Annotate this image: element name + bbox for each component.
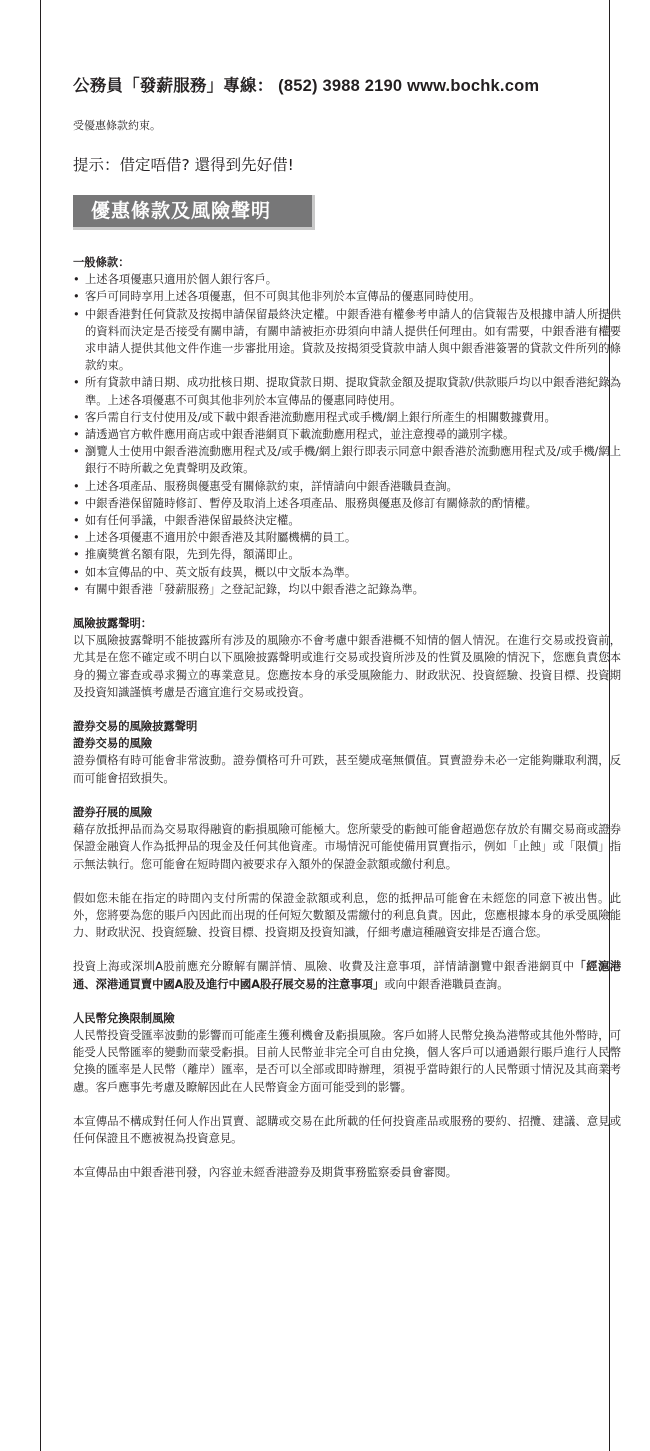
risk-disclosure-heading: 風險披露聲明： (73, 617, 153, 631)
list-item: • 推廣獎賞名額有限，先到先得，額滿即止。 (73, 546, 621, 563)
subject-to-terms-note: 受優惠條款約束。 (73, 119, 161, 132)
list-item: • 所有貸款申請日期、成功批核日期、提取貸款日期、提取貸款金額及提取貸款/供款賬戶均以中銀香港紀錄為準。上述各項優惠不可與其他非列於本宣傳品的優惠同時使用。 (73, 374, 621, 408)
list-item: • 如本宣傳品的中、英文版有歧異，概以中文版本為準。 (73, 564, 621, 581)
stock-connect-text: 投資上海或深圳A股前應充分瞭解有關詳情、風險、收費及注意事項，詳情請瀏覽中銀香港網頁中 (73, 960, 575, 974)
margin-risk-heading: 證券孖展的風險 (73, 805, 153, 819)
list-item: • 中銀香港保留隨時修訂、暫停及取消上述各項產品、服務與優惠及修訂有關條款的酌情權。 (73, 495, 621, 512)
securities-trading-subheading: 證券交易的風險 (73, 737, 153, 751)
left-border-line (40, 0, 41, 1451)
terms-banner-title: 優惠條款及風險聲明 (91, 200, 272, 222)
list-item: • 客戶可同時享用上述各項優惠，但不可與其他非列於本宣傳品的優惠同時使用。 (73, 288, 621, 305)
list-item: • 請透過官方軟件應用商店或中銀香港網頁下載流動應用程式，並注意搜尋的識別字樣。 (73, 426, 621, 443)
list-item: • 上述各項優惠不適用於中銀香港及其附屬機構的員工。 (73, 529, 621, 546)
list-item: • 上述各項優惠只適用於個人銀行客戶。 (73, 271, 621, 288)
stock-connect-notice-title: 「經滬港通、深港通買賣中國A股及進行中國A股孖展交易的注意事項」 (73, 960, 621, 991)
investment-disclaimer: 本宣傳品不構成對任何人作出買賣、認購或交易在此所載的任何投資產品或服務的要約、招攬、建議、意見或任何保證且不應被視為投資意見。 (73, 1114, 621, 1145)
list-item: • 如有任何爭議，中銀香港保留最終決定權。 (73, 512, 621, 529)
rmb-risk-text: 人民幣投資受匯率波動的影響而可能產生獲利機會及虧損風險。客戶如將人民幣兌換為港幣或其他外幣時，可能受人民幣匯率的變動而蒙受虧損。目前人民幣並非完全可自由兌換，個人客戶可以通過銀行賬戶進行人民幣兌換的匯率是人民幣（離岸）匯率，是否可以全部或即時辦理，須視乎當時銀行的人民幣頭寸情況及其商業考慮。客戶應事先考慮及瞭解因此在人民幣資金方面可能受到的影響。 (73, 1028, 621, 1094)
list-item: • 中銀香港對任何貸款及按揭申請保留最終決定權。中銀香港有權參考申請人的信貸報告及根據申請人所提供的資料而決定是否接受有關申請，有關申請被拒亦毋須向申請人提供任何理由。如有需要，中銀香港有權要求申請人提供其他文件作進一步審批用途。貸款及按揭須受貸款申請人與中銀香港簽署的貸款文件所列的條款約束。 (73, 306, 621, 375)
list-item: • 上述各項產品、服務與優惠受有關條款約束，詳情請向中銀香港職員查詢。 (73, 478, 621, 495)
risk-disclosure-text: 以下風險披露聲明不能披露所有涉及的風險亦不會考慮中銀香港概不知情的個人情況。在進行交易或投資前，尤其是在您不確定或不明白以下風險披露聲明或進行交易或投資所涉及的性質及風險的情況下，您應負責您本身的獨立審查或尋求獨立的專業意見。您應按本身的承受風險能力、財政狀況、投資經驗、投資目標、投資期及投資知識謹慎考慮是否適宜進行交易或投資。 (73, 634, 621, 699)
terms-banner (73, 195, 315, 230)
list-item: • 瀏覽人士使用中銀香港流動應用程式及/或手機/網上銀行即表示同意中銀香港於流動應用程式及/或手機/網上銀行不時所載之免責聲明及政策。 (73, 443, 621, 477)
list-item: • 有關中銀香港「發薪服務」之登記記錄，均以中銀香港之記錄為準。 (73, 581, 621, 598)
margin-risk-text: 藉存放抵押品而為交易取得融資的虧損風險可能極大。您所蒙受的虧蝕可能會超過您存放於有關交易商或證券保證金融資人作為抵押品的現金及任何其他資產。市場情況可能使備用買賣指示，例如「止蝕」或「限價」指示無法執行。您可能會在短時間內被要求存入額外的保證金款額或繳付利息。 (73, 823, 621, 871)
hotline-heading: 公務員「發薪服務」專線： (852) 3988 2190 www.bochk.com (73, 77, 540, 95)
margin-call-text: 假如您未能在指定的時間內支付所需的保證金款額或利息，您的抵押品可能會在未經您的同意下被出售。此外，您將要為您的賬戶內因此而出現的任何短欠數額及需繳付的利息負責。因此，您應根據本身的承受風險能力、財政狀況、投資經驗、投資目標、投資期及投資知識，仔細考慮這種融資安排是否適合您。 (73, 891, 621, 940)
securities-risk-heading: 證券交易的風險披露聲明 (73, 720, 198, 734)
rmb-risk-heading: 人民幣兌換限制風險 (73, 1011, 175, 1025)
borrowing-tip: 提示：借定唔借? 還得到先好借! (73, 156, 294, 174)
securities-risk-text: 證券價格有時可能會非常波動。證券價格可升可跌，甚至變成毫無價值。買賣證券未必一定能夠賺取利潤，反而可能會招致損失。 (73, 754, 621, 785)
stock-connect-enquiry: 或向中銀香港職員查詢。 (384, 977, 509, 991)
stock-connect-note (73, 958, 621, 992)
general-terms-heading: 一般條款： (73, 256, 130, 269)
general-terms-list (73, 271, 621, 598)
terms-body (73, 254, 621, 1181)
issuer-statement: 本宣傳品由中銀香港刊發，內容並未經香港證券及期貨事務監察委員會審閱。 (73, 1166, 458, 1180)
list-item: • 客戶需自行支付使用及/或下載中銀香港流動應用程式或手機/網上銀行所產生的相關數據費用。 (73, 409, 621, 426)
